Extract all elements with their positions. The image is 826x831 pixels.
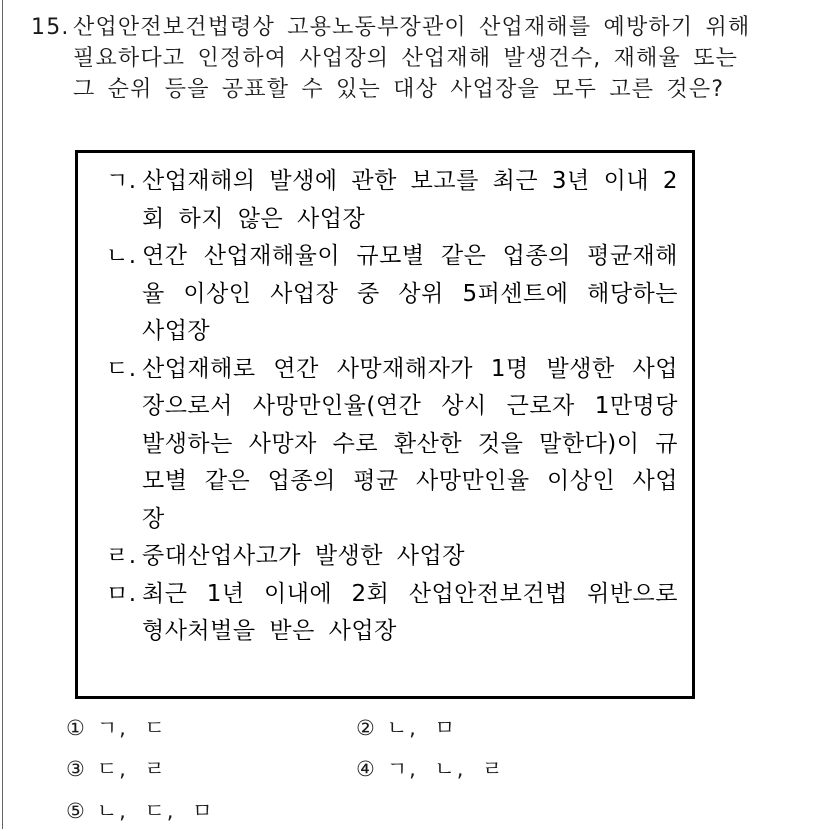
choice-number: ④ — [356, 757, 377, 781]
choice-4[interactable] — [356, 749, 504, 789]
condition-item-mieum — [106, 576, 678, 651]
choice-text: ㄴ, ㅁ — [386, 716, 457, 740]
choice-text: ㄱ, ㄷ — [96, 716, 167, 740]
condition-text: 연간 산업재해율이 규모별 같은 업종의 평균재해율 이상인 사업장 중 상위 5퍼센트에 해당하는 사업장 — [142, 243, 678, 344]
condition-text: 최근 1년 이내에 2회 산업안전보건법 위반으로 형사처벌을 받은 사업장 — [142, 580, 678, 644]
question-stem: 산업안전보건법령상 고용노동부장관이 산업재해를 예방하기 위해 필요하다고 인정하여 사업장의 산업재해 발생건수, 재해율 또는 그 순위 등을 공표할 수 있는 대상 사업장을 모두 고른 것은? — [73, 15, 751, 102]
condition-item-nieun — [106, 238, 678, 351]
condition-mark: ㄱ. — [106, 168, 137, 194]
choice-number: ⑤ — [66, 799, 87, 823]
condition-mark: ㄴ. — [106, 243, 137, 269]
question-number: 15. — [31, 15, 70, 40]
question-block — [31, 12, 771, 105]
choice-text: ㄱ, ㄴ, ㄹ — [386, 757, 505, 781]
condition-item-rieul — [106, 538, 678, 576]
conditions-list — [106, 163, 678, 651]
choice-text: ㄷ, ㄹ — [96, 757, 167, 781]
choice-5[interactable] — [66, 791, 214, 831]
condition-text: 산업재해의 발생에 관한 보고를 최근 3년 이내 2회 하지 않은 사업장 — [142, 168, 678, 232]
page-left-border — [2, 0, 3, 829]
condition-text: 산업재해로 연간 사망재해자가 1명 발생한 사업장으로서 사망만인율(연간 상시 근로자 1만명당 발생하는 사망자 수로 환산한 것을 말한다)이 규모별 같은 업종의 평균 사망만인율 이상인 사업장 — [142, 355, 678, 532]
conditions-box — [75, 150, 695, 699]
choice-number: ① — [66, 716, 87, 740]
condition-mark: ㄷ. — [106, 355, 137, 382]
choice-2[interactable] — [356, 708, 457, 748]
condition-mark: ㄹ. — [106, 543, 137, 569]
choice-1[interactable] — [66, 708, 167, 748]
choice-text: ㄴ, ㄷ, ㅁ — [96, 799, 215, 823]
choice-3[interactable] — [66, 749, 167, 789]
choice-number: ② — [356, 716, 377, 740]
condition-item-digeut — [106, 351, 678, 539]
condition-mark: ㅁ. — [106, 580, 137, 607]
condition-item-giyeok — [106, 163, 678, 238]
condition-text: 중대산업사고가 발생한 사업장 — [142, 543, 465, 569]
choice-number: ③ — [66, 757, 87, 781]
